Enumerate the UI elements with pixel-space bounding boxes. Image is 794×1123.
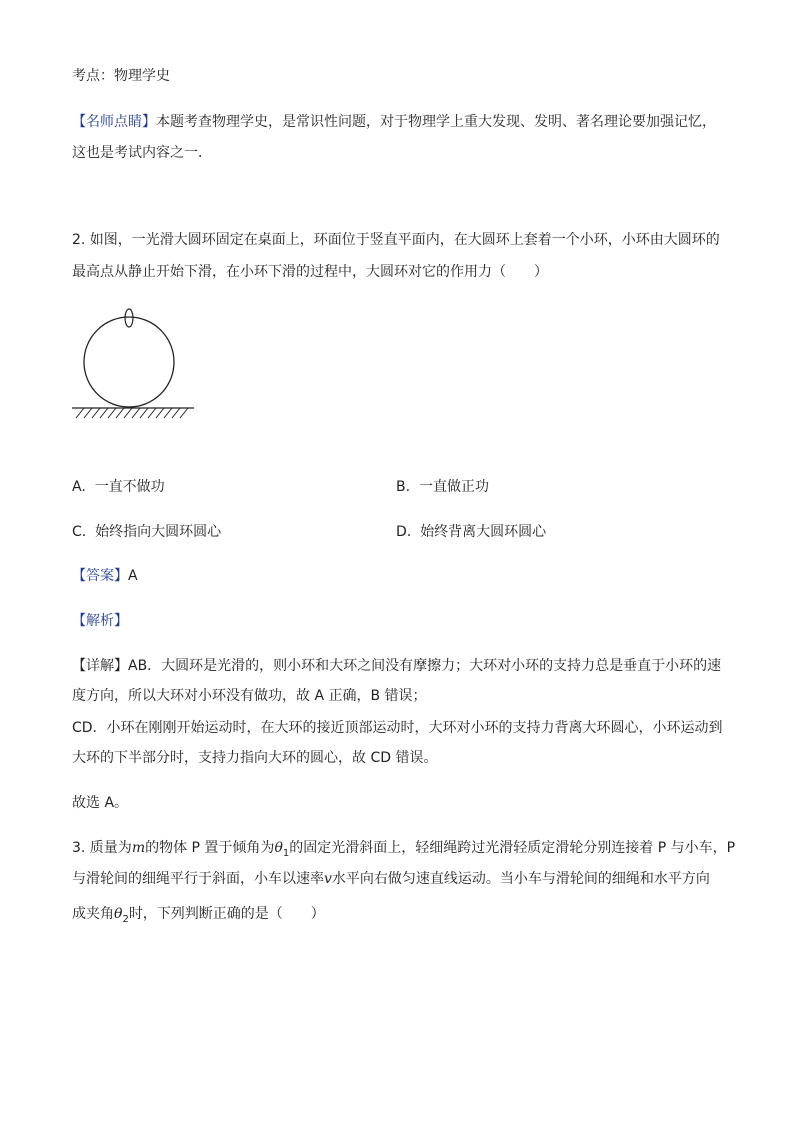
option-d <box>396 522 546 542</box>
detail-line-4 <box>72 748 437 768</box>
option-a-text: 一直不做功 <box>94 479 165 495</box>
option-b <box>396 477 489 497</box>
q3-text-3b: 时，下列判断正确的是（ ） <box>128 906 325 922</box>
kaodian-text: 考点：物理学史 <box>72 68 170 84</box>
detail-line-3 <box>72 718 723 738</box>
tip-text-2: 这也是考试内容之一． <box>72 145 212 161</box>
q3-text-1a: 3. 质量为 <box>72 840 132 856</box>
option-d-text: 始终背离大圆环圆心 <box>420 524 547 540</box>
option-a-label: A. <box>72 479 86 495</box>
detail-text-1: AB．大圆环是光滑的，则小环和大环之间没有摩擦力；大环对小环的支持力总是垂直于小环的速 <box>128 658 722 674</box>
q3-stem-line-2 <box>72 869 710 889</box>
answer-tag: 【答案】 <box>72 568 128 584</box>
q3-stem-line-1 <box>72 838 735 864</box>
q3-text-1c: 的固定光滑斜面上，轻细绳跨过光滑轻质定滑轮分别连接着 P 与小车，P <box>289 840 736 856</box>
theta2-subscript: 2 <box>122 913 129 925</box>
q3-text-1b: 的物体 P 置于倾角为 <box>145 840 275 856</box>
q3-text-2a: 与滑轮间的细绳平行于斜面，小车以速率 <box>72 871 324 887</box>
detail-line-1 <box>72 656 721 676</box>
theta1-variable: θ <box>274 840 283 856</box>
q3-text-3a: 成夹角 <box>72 906 114 922</box>
large-ring <box>84 317 174 407</box>
conclusion-line <box>72 793 128 813</box>
analysis-line <box>72 611 128 631</box>
conclusion-text: 故选 A。 <box>72 795 129 811</box>
option-b-label: B. <box>396 479 411 495</box>
q2-stem-text-1: 2. 如图，一光滑大圆环固定在桌面上，环面位于竖直平面内，在大圆环上套着一个小环，小环由大圆环的 <box>72 232 720 248</box>
answer-line <box>72 566 138 586</box>
theta1-subscript: 1 <box>282 847 290 859</box>
tip-tag: 【名师点睛】 <box>72 114 156 130</box>
option-d-label: D. <box>396 524 412 540</box>
detail-text-4: 大环的下半部分时，支持力指向大环的圆心，故 CD 错误。 <box>72 750 438 766</box>
detail-text-2: 度方向，所以大环对小环没有做功，故 A 正确，B 错误； <box>72 688 427 704</box>
detail-tag: 【详解】 <box>72 658 128 674</box>
small-ring <box>125 309 133 327</box>
answer-value: A <box>128 568 138 584</box>
option-c-text: 始终指向大圆环圆心 <box>95 524 222 540</box>
tip-text-1: 本题考查物理学史，是常识性问题，对于物理学上重大发现、发明、著名理论要加强记忆， <box>156 114 716 130</box>
detail-text-3: CD．小环在刚刚开始运动时，在大环的接近顶部运动时，大环对小环的支持力背离大环圆心，小环运动到 <box>72 720 723 736</box>
option-c-label: C. <box>72 524 87 540</box>
analysis-tag: 【解析】 <box>72 613 128 629</box>
q3-text-2b: 水平向右做匀速直线运动。当小车与滑轮间的细绳和水平方向 <box>331 871 710 887</box>
q3-stem-line-3 <box>72 904 325 930</box>
theta2-variable: θ <box>114 906 123 922</box>
q2-stem-text-2: 最高点从静止开始下滑，在小环下滑的过程中，大圆环对它的作用力（ ） <box>72 264 548 280</box>
option-c <box>72 522 221 542</box>
detail-line-2 <box>72 686 427 706</box>
option-b-text: 一直做正功 <box>418 479 489 495</box>
mass-variable: m <box>131 840 146 856</box>
velocity-variable: v <box>324 871 332 887</box>
option-a <box>72 477 165 497</box>
table-hatching <box>76 408 188 418</box>
